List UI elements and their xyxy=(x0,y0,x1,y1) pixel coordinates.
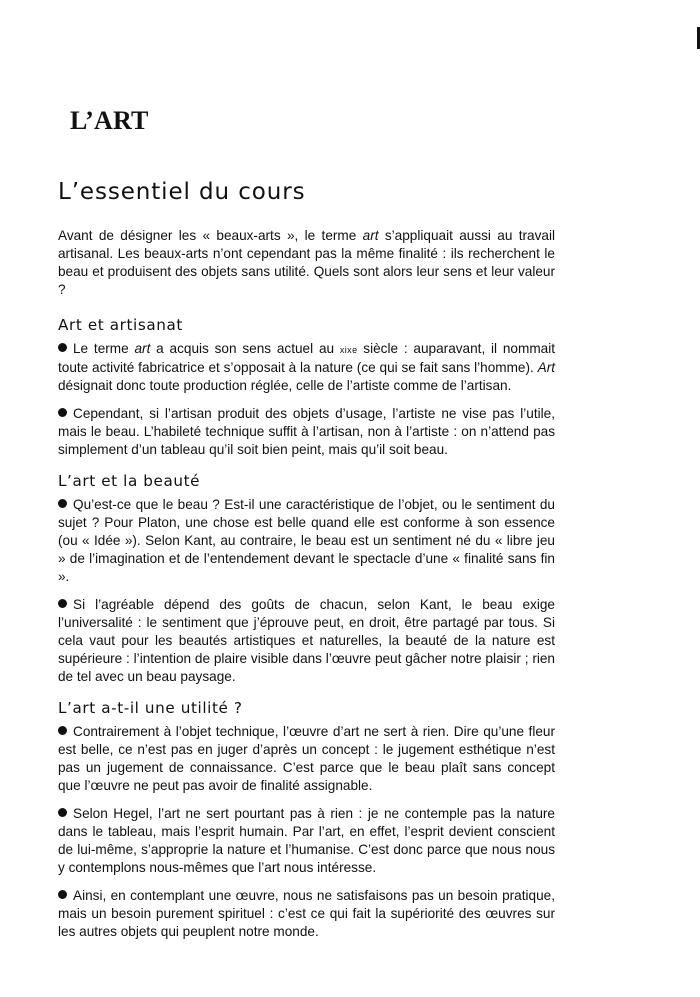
bullet-dot-icon xyxy=(58,499,67,508)
section-art-artisanat xyxy=(58,315,555,459)
bullet-dot-icon xyxy=(58,808,67,817)
bullet-text-part: a acquis son sens actuel au xyxy=(150,341,340,356)
bullet-text: Selon Hegel, l’art ne sert pourtant pas à rien : je ne contemple pas la nature dans le tableau, mais l’esprit humain. Par l’art, en effet, l’esprit devient conscient de lui-même, s’approprie la nature et l’humanise. C’est donc parce que nous nous y contemplons nous-mêmes que l’art nous intéresse. xyxy=(58,806,555,875)
bullet-paragraph xyxy=(58,723,555,795)
section-art-utilite xyxy=(58,698,555,941)
subheading-art-beaute: L’art et la beauté xyxy=(58,472,201,490)
bullet-paragraph xyxy=(58,405,555,459)
course-content xyxy=(58,227,555,953)
bullet-dot-icon xyxy=(58,408,67,417)
bullet-text: Contrairement à l’objet technique, l’œuvre d’art ne sert à rien. Dire qu’une fleur est belle, ce n’est pas en juger d’après un concept : le jugement esthétique n’est pas un jugement de connaissance. C’est parce que le beau plaît sans concept que l’œuvre ne peut pas avoir de finalité assignable. xyxy=(58,724,555,793)
bullet-dot-icon xyxy=(58,599,67,608)
bullet-paragraph xyxy=(58,805,555,877)
bullet-text-part: siècle : auparavant, il nommait toute activité fabricatrice et s’opposait à la nature (ce qui se fait sans l’homme). xyxy=(58,341,555,375)
bullet-text: Si l’agréable dépend des goûts de chacun, selon Kant, le beau exige l’universalité : le sentiment que j’éprouve peut, en droit, être partagé par tous. Si cela vaut pour les beautés artistiques et naturelles, la beauté de la nature est supérieure : l’intention de plaire visible dans l’œuvre peut gâcher notre plaisir ; rien de tel avec un beau paysage. xyxy=(58,597,555,684)
bullet-text-part: Le terme xyxy=(73,341,135,356)
bullet-emphasis: Art xyxy=(537,360,555,375)
intro-paragraph xyxy=(58,227,555,299)
intro-text-before: Avant de désigner les « beaux-arts », le terme xyxy=(58,228,363,243)
bullet-paragraph xyxy=(58,596,555,686)
bullet-paragraph xyxy=(58,496,555,586)
bullet-dot-icon xyxy=(58,343,67,352)
bullet-dot-icon xyxy=(58,726,67,735)
bullet-text: Cependant, si l’artisan produit des objets d’usage, l’artiste ne vise pas l’utile, mais le beau. L’habileté technique suffit à l’artisan, non à l’artiste : on n’attend pas simplement d’un tableau qu’il soit bien peint, mais qu’il soit beau. xyxy=(58,406,555,457)
subheading-art-utilite: L’art a-t-il une utilité ? xyxy=(58,699,243,717)
bullet-text: Ainsi, en contemplant une œuvre, nous ne satisfaisons pas un besoin pratique, mais un besoin purement spirituel : c’est ce qui fait la supériorité des œuvres sur les autres objets qui peuplent notre monde. xyxy=(58,888,555,939)
intro-emphasis: art xyxy=(362,228,379,243)
bullet-paragraph xyxy=(58,340,555,395)
section-title: L’essentiel du cours xyxy=(58,179,306,205)
subheading-art-artisanat: Art et artisanat xyxy=(58,316,183,334)
bullet-paragraph xyxy=(58,887,555,941)
section-art-beaute xyxy=(58,471,555,686)
chapter-title: L’ART xyxy=(70,106,149,135)
century-numeral: xixe xyxy=(339,345,358,355)
bullet-emphasis: art xyxy=(134,341,151,356)
bullet-text: Qu’est-ce que le beau ? Est-il une caractéristique de l’objet, ou le sentiment du sujet ? Pour Platon, une chose est belle quand elle est conforme à son essence (ou « Idée »). Selon Kant, au contraire, le beau est un sentiment né du « libre jeu » de l’imagination et de l’entendement devant le spectacle d’une « finalité sans fin ». xyxy=(58,497,555,584)
bullet-dot-icon xyxy=(58,890,67,899)
intro-text-after: s’appliquait aussi au travail artisanal. Les beaux-arts n’ont cependant pas la même finalité : ils recherchent le beau et produisent des objets sans utilité. Quels sont alors leur sens et leur valeur ? xyxy=(58,228,555,297)
bullet-text-part: désignait donc toute production réglée, celle de l’artiste comme de l’artisan. xyxy=(58,378,512,393)
